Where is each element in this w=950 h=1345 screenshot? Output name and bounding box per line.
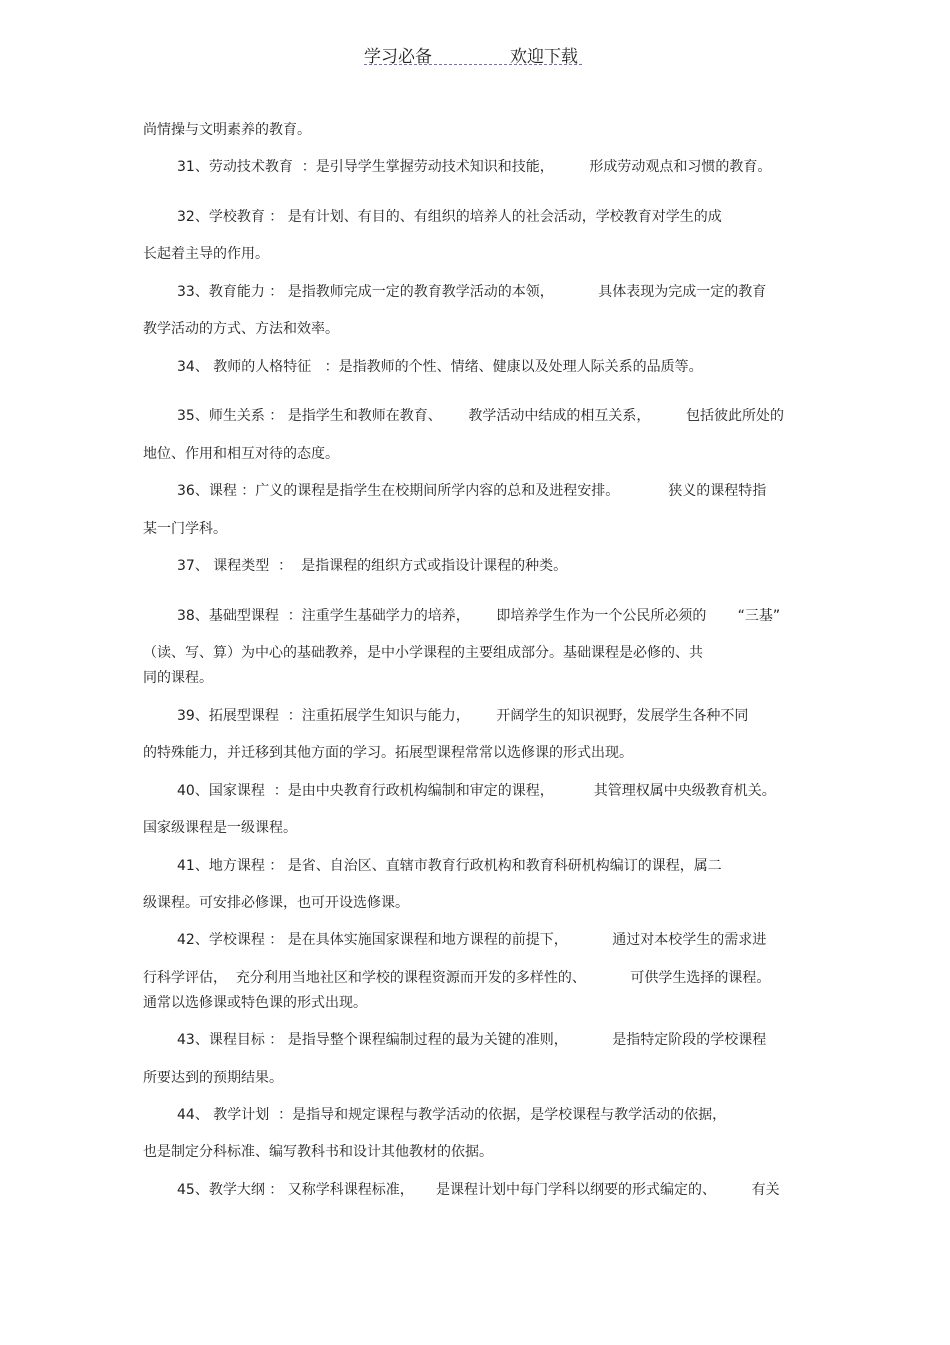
text-line: 37、 课程类型 ： 是指课程的组织方式或指设计课程的种类。 bbox=[177, 558, 568, 574]
text-line: 的特殊能力，并迁移到其他方面的学习。拓展型课程常常以选修课的形式出现。 bbox=[143, 745, 633, 761]
text-line: 32、学校教育 ： 是有计划、有目的、有组织的培养人的社会活动，学校教育对学生的成 bbox=[177, 209, 722, 225]
text-line: 31、劳动技术教育 ：是引导学生掌握劳动技术知识和技能， 形成劳动观点和习惯的教育。 bbox=[177, 159, 772, 175]
text-line: 42、学校课程 ： 是在具体实施国家课程和地方课程的前提下， 通过对本校学生的需求进 bbox=[177, 932, 767, 948]
header-underline bbox=[364, 64, 582, 65]
text-line: 38、基础型课程 ：注重学生基础学力的培养， 即培养学生作为一个公民所必须的 “三基” bbox=[177, 608, 781, 624]
text-line: 也是制定分科标准、编写教科书和设计其他教材的依据。 bbox=[143, 1144, 493, 1160]
page-header bbox=[0, 40, 950, 70]
text-line: 43、课程目标 ： 是指导整个课程编制过程的最为关键的准则， 是指特定阶段的学校课程 bbox=[177, 1032, 767, 1048]
header-left-text: 学习必备 bbox=[364, 47, 432, 67]
text-line: 39、拓展型课程 ：注重拓展学生知识与能力， 开阔学生的知识视野，发展学生各种不同 bbox=[177, 708, 749, 724]
text-line: 某一门学科。 bbox=[143, 521, 227, 537]
text-line: 尚情操与文明素养的教育。 bbox=[143, 122, 311, 138]
text-line: 所要达到的预期结果。 bbox=[143, 1070, 283, 1086]
text-line: 通常以选修课或特色课的形式出现。 bbox=[143, 995, 367, 1011]
text-line: 44、 教学计划 ：是指导和规定课程与教学活动的依据，是学校课程与教学活动的依据， bbox=[177, 1107, 727, 1123]
text-line: 34、 教师的人格特征 ：是指教师的个性、情绪、健康以及处理人际关系的品质等。 bbox=[177, 359, 703, 375]
text-line: 行科学评估， 充分利用当地社区和学校的课程资源而开发的多样性的、 可供学生选择的课程。 bbox=[143, 970, 771, 986]
text-line: 35、师生关系 ： 是指学生和教师在教育、 教学活动中结成的相互关系， 包括彼此所处的 bbox=[177, 408, 785, 424]
text-line: 同的课程。 bbox=[143, 670, 213, 686]
header-right-text: 欢迎下载 bbox=[510, 47, 578, 67]
text-line: （读、写、算）为中心的基础教养，是中小学课程的主要组成部分。基础课程是必修的、共 bbox=[143, 645, 703, 661]
text-line: 地位、作用和相互对待的态度。 bbox=[143, 446, 339, 462]
text-line: 教学活动的方式、方法和效率。 bbox=[143, 321, 339, 337]
text-line: 36、课程 ：广义的课程是指学生在校期间所学内容的总和及进程安排。 狭义的课程特指 bbox=[177, 483, 767, 499]
text-line: 级课程。可安排必修课，也可开设选修课。 bbox=[143, 895, 409, 911]
text-line: 45、教学大纲 ： 又称学科课程标准， 是课程计划中每门学科以纲要的形式编定的、 有关 bbox=[177, 1182, 780, 1198]
text-line: 国家级课程是一级课程。 bbox=[143, 820, 297, 836]
text-line: 40、国家课程 ：是由中央教育行政机构编制和审定的课程， 其管理权属中央级教育机关。 bbox=[177, 783, 776, 799]
text-line: 41、地方课程 ： 是省、自治区、直辖市教育行政机构和教育科研机构编订的课程，属二 bbox=[177, 858, 722, 874]
text-line: 33、教育能力 ： 是指教师完成一定的教育教学活动的本领， 具体表现为完成一定的教育 bbox=[177, 284, 767, 300]
text-line: 长起着主导的作用。 bbox=[143, 246, 269, 262]
